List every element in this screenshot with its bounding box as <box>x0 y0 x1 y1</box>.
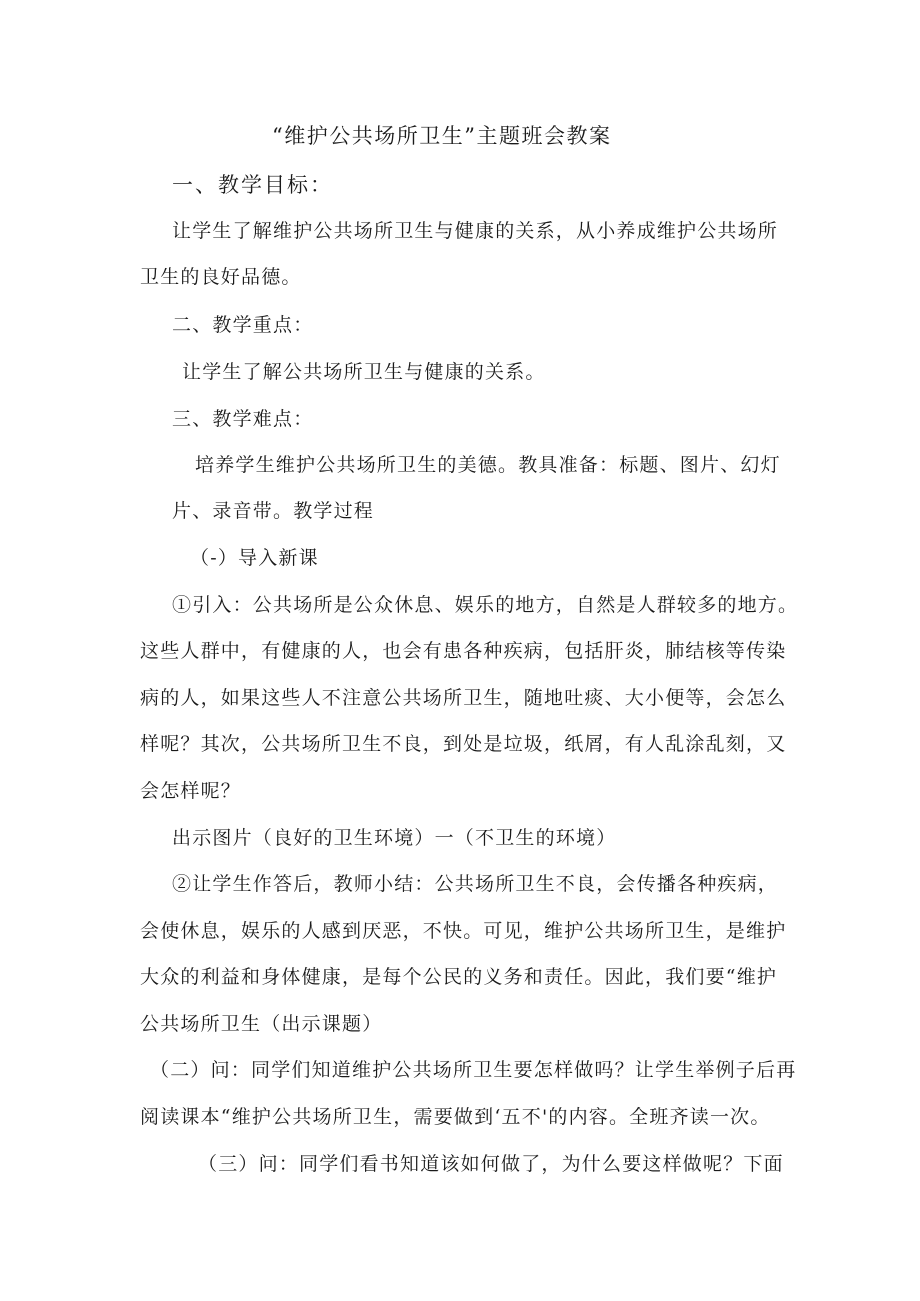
paragraph-line: 出示图片（良好的卫生环境）一（不卫生的环境） <box>172 827 617 849</box>
paragraph-line: 片、录音带。教学过程 <box>172 500 375 522</box>
paragraph-line: ②让学生作答后，教师小结：公共场所卫生不良，会传播各种疾病， <box>172 873 779 895</box>
paragraph-line: 卫生的良好品德。 <box>140 266 302 288</box>
paragraph-line: （二）问：同学们知道维护公共场所卫生要怎样做吗？让学生举例子后再 <box>150 1059 797 1081</box>
paragraph-line: ①引入：公共场所是公众休息、娱乐的地方，自然是人群较多的地方。 <box>172 594 799 616</box>
paragraph-line: 会怎样呢？ <box>140 780 242 802</box>
paragraph-line: 会使休息，娱乐的人感到厌恶，不快。可见，维护公共场所卫生，是维护 <box>140 920 787 942</box>
paragraph-line: 让学生了解公共场所卫生与健康的关系。 <box>182 361 546 383</box>
paragraph-line: 公共场所卫生（出示课题） <box>140 1013 383 1035</box>
paragraph-line: 这些人群中，有健康的人，也会有患各种疾病，包括肝炎，肺结核等传染 <box>140 640 787 662</box>
paragraph-line: 让学生了解维护公共场所卫生与健康的关系，从小养成维护公共场所 <box>172 220 779 242</box>
document-title: “维护公共场所卫生”主题班会教案 <box>272 124 612 148</box>
section-heading-objectives: 一、教学目标： <box>172 173 333 197</box>
paragraph-line: 培养学生维护公共场所卫生的美德。教具准备：标题、图片、幻灯 <box>195 454 781 476</box>
step-heading-intro: （-）导入新课 <box>190 547 319 569</box>
paragraph-line: （三）问：同学们看书知道该如何做了，为什么要这样做呢？下面 <box>198 1153 784 1175</box>
paragraph-line: 病的人，如果这些人不注意公共场所卫生，随地吐痰、大小便等，会怎么 <box>140 687 787 709</box>
paragraph-line: 样呢？其次，公共场所卫生不良，到处是垃圾，纸屑，有人乱涂乱刻，又 <box>140 733 787 755</box>
paragraph-line: 大众的利益和身体健康，是每个公民的义务和责任。因此，我们要“维护 <box>140 966 778 988</box>
section-heading-difficulties: 三、教学难点： <box>172 408 314 430</box>
section-heading-key-points: 二、教学重点： <box>172 314 314 336</box>
paragraph-line: 阅读课本“维护公共场所卫生，需要做到‘五不'的内容。全班齐读一次。 <box>140 1106 771 1128</box>
